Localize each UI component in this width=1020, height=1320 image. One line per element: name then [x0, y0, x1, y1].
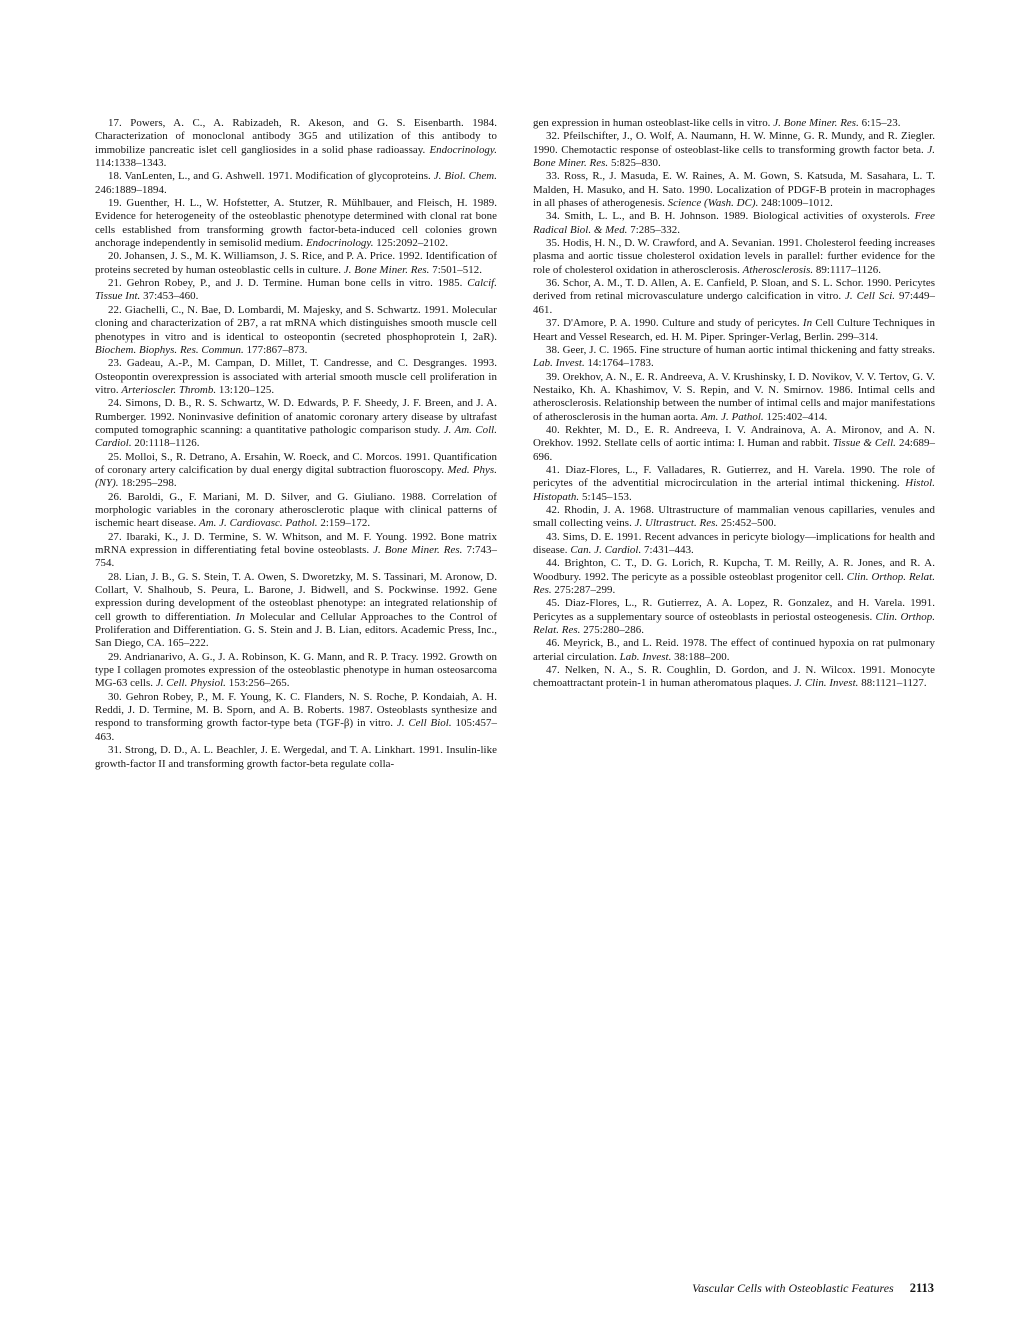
reference-text: 177:867–873.: [243, 343, 308, 356]
reference-text: Baroldi, G., F. Mariani, M. D. Silver, and G. Giuliano. 1988. Correlation of morphologic variables in the coronary atherosclerotic plaque with clinical patterns of ischemic heart disease.: [95, 490, 497, 530]
reference-item: [533, 531, 935, 558]
reference-number: 43.: [546, 530, 563, 543]
reference-text: Andrianarivo, A. G., J. A. Robinson, K. G. Mann, and R. P. Tracy. 1992. Growth on type I collagen promotes expression of the osteoblastic phenotype in human osteosarcoma MG-63 cells.: [95, 650, 498, 690]
reference-text: 97:449–461.: [533, 290, 936, 316]
reference-number: 42.: [546, 503, 565, 516]
reference-number: 40.: [546, 423, 566, 436]
reference-number: 21.: [108, 277, 127, 290]
reference-item: [533, 371, 935, 424]
reference-text: 5:825–830.: [608, 157, 661, 170]
reference-text: Rekhter, M. D., E. R. Andreeva, I. V. Andrainova, A. A. Mironov, and A. N. Orekhov. 1992. Stellate cells of aortic intima: I. Human and rabbit.: [533, 423, 935, 450]
reference-item: [95, 357, 497, 397]
reference-item: [533, 170, 935, 210]
reference-item: [533, 317, 935, 344]
reference-text: 275:287–299.: [551, 584, 616, 597]
reference-journal-title: In: [235, 610, 245, 623]
reference-item: [95, 651, 497, 691]
reference-number: 28.: [108, 570, 126, 583]
reference-text: Pfeilschifter, J., O. Wolf, A. Naumann, H. W. Minne, G. R. Mundy, and R. Ziegler. 1990. Chemotactic response of osteoblast-like cells to transforming growth factor beta.: [533, 130, 935, 156]
reference-text: 38:188–200.: [671, 650, 730, 663]
reference-number: 17.: [108, 117, 131, 129]
reference-text: Guenther, H. L., W. Hofstetter, A. Stutzer, R. Mühlbauer, and Fleisch, H. 1989. Evidence for heterogeneity of the osteoblastic phenotype determined with clonal rat bone cells established from transforming growth factor-beta-induced cell colonies grown anchorage independently in semisolid medium.: [95, 197, 497, 250]
reference-number: 29.: [108, 650, 125, 663]
reference-number: 41.: [546, 463, 566, 476]
reference-journal-title: Clin. Orthop. Relat. Res.: [533, 610, 935, 637]
reference-text: 24:689–696.: [533, 437, 935, 463]
reference-text: 14:1764–1783.: [584, 357, 654, 370]
reference-text: Sims, D. E. 1991. Recent advances in pericyte biology—implications for health and disease.: [533, 530, 935, 556]
reference-journal-title: J. Bone Miner. Res.: [343, 263, 430, 276]
reference-text: 7:743–754.: [95, 544, 497, 570]
reference-text: 153:256–265.: [225, 677, 290, 690]
reference-item: [533, 210, 935, 237]
reference-journal-title: Med. Phys. (NY).: [95, 463, 497, 490]
reference-journal-title: Tissue & Cell.: [832, 437, 896, 450]
reference-item: [95, 304, 497, 357]
reference-journal-title: In: [802, 317, 813, 330]
reference-item: [95, 451, 497, 491]
reference-journal-title: J. Cell Sci.: [845, 290, 896, 303]
reference-journal-title: J. Ultrastruct. Res.: [634, 517, 719, 530]
reference-journal-title: Lab. Invest.: [619, 650, 672, 663]
reference-text: 7:501–512.: [429, 263, 483, 276]
reference-item: [533, 130, 935, 170]
reference-item: [533, 464, 935, 504]
reference-text: Powers, A. C., A. Rabizadeh, R. Akeson, and G. S. Eisenbarth. 1984. Characterization of monoclonal antibody 3G5 and utilization of this antibody to immobilize pancreatic islet cell gangliosides in a solid phase radioassay.: [95, 117, 497, 156]
reference-journal-title: Arterioscler. Thromb.: [121, 383, 217, 396]
reference-text: 13:120–125.: [216, 383, 275, 396]
reference-text: Nelken, N. A., S. R. Coughlin, D. Gordon, and J. N. Wilcox. 1991. Monocyte chemoattractant protein-1 in human atheromatous plaques.: [533, 664, 935, 690]
reference-journal-title: Am. J. Pathol.: [700, 410, 764, 423]
reference-item: [95, 250, 497, 277]
reference-text: Ibaraki, K., J. D. Termine, S. W. Whitson, and M. F. Young. 1992. Bone matrix mRNA expression in differentiating fetal bovine osteoblasts.: [95, 530, 497, 556]
reference-item: [533, 237, 935, 277]
reference-text: Gehron Robey, P., M. F. Young, K. C. Flanders, N. S. Roche, P. Kondaiah, A. H. Reddi, J. D. Termine, M. B. Sporn, and A. B. Roberts. 1987. Osteoblasts synthesize and respond to transforming growth factor-type beta (TGF-β) in vitro.: [95, 690, 497, 730]
reference-text: Orekhov, A. N., E. R. Andreeva, A. V. Krushinsky, I. D. Novikov, V. V. Tertov, G. V. Nestaiko, Kh. A. Khashimov, V. S. Repin, and V. N. Smirnov. 1986. Intimal cells and atherosclerosis. Relationship between the number of intimal cells and major manifestations of atherosclerosis in the human aorta.: [533, 370, 935, 423]
reference-number: 35.: [546, 237, 563, 250]
reference-number: 33.: [546, 170, 564, 183]
reference-item: [533, 424, 935, 464]
reference-text: Meyrick, B., and L. Reid. 1978. The effect of continued hypoxia on rat pulmonary arterial circulation.: [533, 637, 935, 663]
reference-item: [533, 344, 935, 371]
reference-number: 24.: [108, 397, 126, 410]
reference-journal-title: Clin. Orthop. Relat. Res.: [533, 570, 935, 597]
reference-journal-title: Calcif. Tissue Int.: [95, 277, 497, 303]
reference-text: 248:1009–1012.: [758, 197, 833, 210]
references-section: [95, 117, 935, 771]
reference-text: Molecular and Cellular Approaches to the Control of Proliferation and Differentiation. G. S. Stein and J. B. Lian, editors. Academic Press, Inc., San Diego, CA. 165–222.: [95, 610, 497, 650]
reference-item: [95, 744, 497, 771]
reference-number: 26.: [108, 490, 128, 503]
reference-journal-title: Biochem. Biophys. Res. Commun.: [95, 343, 244, 356]
reference-text: 20:1118–1126.: [131, 437, 200, 450]
reference-item: [533, 597, 935, 637]
reference-item: [533, 664, 935, 691]
reference-journal-title: J. Cell. Physiol.: [155, 677, 226, 690]
reference-number: 30.: [108, 690, 126, 703]
reference-journal-title: Atherosclerosis.: [742, 263, 814, 276]
reference-journal-title: Science (Wash. DC).: [667, 197, 759, 210]
reference-journal-title: J. Clin. Invest.: [794, 677, 859, 690]
reference-number: 36.: [546, 277, 563, 290]
reference-item: [95, 117, 497, 170]
reference-text: Johansen, J. S., M. K. Williamson, J. S. Rice, and P. A. Price. 1992. Identification of proteins secreted by human osteoblastic cells in culture.: [95, 250, 497, 276]
reference-text: 7:431–443.: [641, 544, 694, 556]
reference-text: 37:453–460.: [140, 290, 199, 303]
reference-item: [533, 637, 935, 664]
references-left-column: [95, 117, 497, 771]
reference-item: [95, 571, 497, 651]
reference-text: Cell Culture Techniques in Heart and Vessel Research, ed. H. M. Piper. Springer-Verlag, Berlin. 299–314.: [533, 317, 935, 343]
reference-text: Smith, L. L., and B. H. Johnson. 1989. Biological activities of oxysterols.: [564, 210, 915, 223]
reference-journal-title: Histol. Histopath.: [533, 477, 935, 503]
reference-text: 6:15–23.: [858, 117, 901, 129]
reference-number: 31.: [108, 744, 125, 757]
reference-text: Rhodin, J. A. 1968. Ultrastructure of mammalian venous capillaries, venules and small collecting veins.: [533, 503, 935, 530]
reference-text: 7:285–332.: [627, 223, 681, 236]
reference-text: 5:145–153.: [579, 490, 632, 503]
reference-number: 47.: [546, 664, 565, 677]
reference-text: Strong, D. D., A. L. Beachler, J. E. Wergedal, and T. A. Linkhart. 1991. Insulin-like growth-factor II and transforming growth factor-beta regulate colla-: [95, 744, 497, 770]
reference-text: Lian, J. B., G. S. Stein, T. A. Owen, S. Dworetzky, M. S. Tassinari, M. Aronow, D. Collart, V. Shalhoub, S. Peura, L. Barone, J. Bidwell, and S. Pockwinse. 1992. Gene expression during development of the osteoblast phenotype: an integrated relationship of cell growth to differentiation.: [95, 570, 497, 623]
reference-text: Schor, A. M., T. D. Allen, A. E. Canfield, P. Sloan, and S. L. Schor. 1990. Pericytes derived from retinal microvasculature undergo calcification in vitro.: [533, 277, 935, 303]
page-footer: [692, 1281, 934, 1296]
reference-number: 25.: [108, 450, 126, 463]
reference-text: 88:1121–1127.: [858, 677, 927, 690]
reference-text: Diaz-Flores, L., F. Valladares, R. Gutierrez, and H. Varela. 1990. The role of pericytes of the adventitial microcirculation in the arterial intimal thickening.: [533, 463, 935, 490]
reference-number: 27.: [108, 530, 127, 543]
reference-text: D'Amore, P. A. 1990. Culture and study of pericytes.: [563, 317, 803, 330]
reference-text: 18:295–298.: [118, 477, 177, 490]
reference-text: 89:1117–1126.: [813, 263, 882, 276]
reference-number: 20.: [108, 250, 125, 263]
reference-text: 105:457–463.: [95, 717, 497, 743]
reference-journal-title: J. Cell Biol.: [396, 717, 452, 730]
reference-number: 18.: [108, 170, 125, 183]
reference-item: [95, 277, 497, 304]
reference-journal-title: Can. J. Cardiol.: [570, 544, 642, 556]
reference-journal-title: J. Bone Miner. Res.: [773, 117, 859, 129]
reference-text: Ross, R., J. Masuda, E. W. Raines, A. M. Gown, S. Katsuda, M. Sasahara, L. T. Malden, H. Masuko, and H. Sato. 1990. Localization of PDGF-B protein in macrophages in all phases of atherogenesis.: [533, 170, 936, 210]
reference-item: [95, 197, 497, 250]
reference-number: 45.: [546, 597, 565, 610]
reference-number: 22.: [108, 303, 125, 316]
reference-item: [533, 557, 935, 597]
reference-journal-title: Endocrinology.: [305, 237, 374, 250]
reference-text: Simons, D. B., R. S. Schwartz, W. D. Edwards, P. F. Sheedy, J. F. Breen, and J. A. Rumberger. 1992. Noninvasive definition of anatomic coronary artery disease by ultrafast computed tomographic scanning: a quantitative pathologic comparison study.: [95, 397, 497, 436]
reference-journal-title: J. Biol. Chem.: [433, 170, 497, 183]
reference-text: 246:1889–1894.: [95, 183, 167, 196]
reference-text: Molloi, S., R. Detrano, A. Ersahin, W. Roeck, and C. Morcos. 1991. Quantification of coronary artery calcification by dual energy digital subtraction fluoroscopy.: [95, 450, 497, 476]
reference-text: 125:402–414.: [763, 410, 828, 423]
reference-text: Gehron Robey, P., and J. D. Termine. Human bone cells in vitro. 1985.: [126, 277, 468, 290]
reference-number: 19.: [108, 197, 127, 210]
reference-number: 37.: [546, 317, 564, 330]
reference-text: Gadeau, A.-P., M. Campan, D. Millet, T. Candresse, and C. Desgranges. 1993. Osteopontin overexpression is associated with arterial smooth muscle cell proliferation in vitro.: [95, 357, 498, 396]
reference-text: Brighton, C. T., D. G. Lorich, R. Kupcha, T. M. Reilly, A. R. Jones, and R. A. Woodbury. 1992. The pericyte as a possible osteoblast progenitor cell.: [533, 557, 935, 583]
reference-item: [95, 170, 497, 197]
reference-journal-title: Lab. Invest.: [533, 357, 585, 370]
reference-journal-title: J. Bone Miner. Res.: [373, 544, 463, 556]
reference-journal-title: J. Bone Miner. Res.: [533, 143, 935, 170]
reference-text: Diaz-Flores, L., R. Gutierrez, A. A. Lopez, R. Gonzalez, and H. Varela. 1991. Pericytes as a supplementary source of osteoblasts in periostal osteogenesis.: [533, 597, 935, 623]
reference-text: 25:452–500.: [718, 517, 777, 530]
reference-number: 32.: [546, 130, 564, 143]
reference-journal-title: Endocrinology.: [429, 143, 497, 156]
reference-text: gen expression in human osteoblast-like cells in vitro.: [533, 117, 774, 129]
reference-item: [95, 491, 497, 531]
reference-item: [95, 531, 497, 571]
running-title: Vascular Cells with Osteoblastic Features: [692, 1281, 894, 1295]
reference-text: VanLenten, L., and G. Ashwell. 1971. Modification of glycoproteins.: [124, 170, 434, 183]
references-right-column: [533, 117, 935, 771]
reference-number: 38.: [546, 343, 563, 356]
reference-journal-title: Free Radical Biol. & Med.: [533, 210, 935, 236]
reference-text: 275:280–286.: [580, 624, 645, 637]
reference-text: 125:2092–2102.: [373, 237, 449, 250]
reference-item: [533, 504, 935, 531]
reference-item: [95, 397, 497, 450]
reference-number: 39.: [546, 370, 563, 383]
reference-item: [95, 691, 497, 744]
reference-number: 46.: [546, 637, 564, 650]
reference-text: Geer, J. C. 1965. Fine structure of human aortic intimal thickening and fatty streaks.: [562, 343, 935, 356]
reference-journal-title: J. Am. Coll. Cardiol.: [95, 423, 497, 450]
reference-text: 2:159–172.: [317, 517, 371, 530]
reference-text: 114:1338–1343.: [95, 157, 167, 170]
reference-number: 44.: [546, 557, 565, 570]
page-number: 2113: [909, 1281, 934, 1295]
reference-number: 23.: [108, 357, 127, 370]
reference-item: [533, 277, 935, 317]
reference-item: [533, 117, 935, 130]
reference-text: Hodis, H. N., D. W. Crawford, and A. Sevanian. 1991. Cholesterol feeding increases plasma and aortic tissue cholesterol oxidation levels in parallel: further evidence for the role of cholesterol oxidation in atherosclerosis.: [533, 237, 936, 276]
reference-journal-title: Am. J. Cardiovasc. Pathol.: [199, 517, 318, 530]
reference-text: Giachelli, C., N. Bae, D. Lombardi, M. Majesky, and S. Schwartz. 1991. Molecular cloning and characterization of 2B7, a rat mRNA which distinguishes smooth muscle cell phenotypes in vitro and is identical to osteopontin (secreted phosphoprotein I, 2aR).: [95, 303, 497, 343]
reference-number: 34.: [546, 210, 565, 223]
